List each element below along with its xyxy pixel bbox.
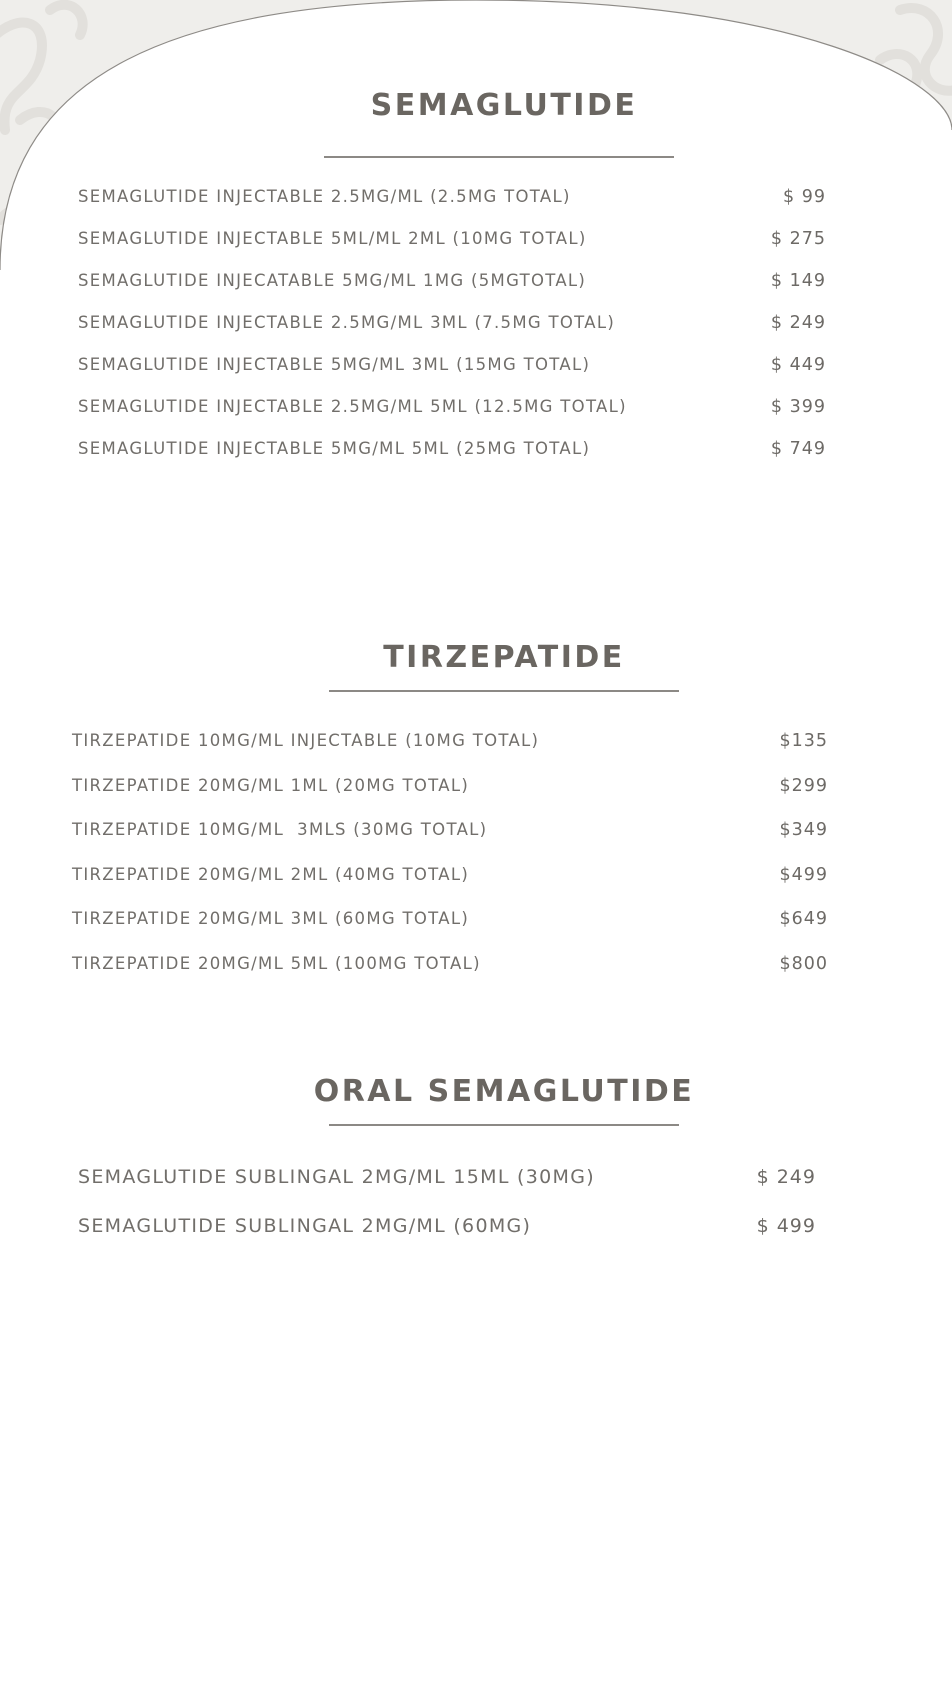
menu-item-row [0, 726, 952, 756]
menu-item-price: $649 [779, 909, 828, 929]
menu-item-name: SEMAGLUTIDE INJECATABLE 5MG/ML 1MG (5MGTOTAL) [78, 271, 587, 290]
menu-item-name: SEMAGLUTIDE INJECTABLE 2.5MG/ML 5ML (12.5MG TOTAL) [78, 397, 627, 416]
menu-item-name: TIRZEPATIDE 10MG/ML 3MLS (30MG TOTAL) [72, 820, 488, 839]
menu-item-name: SEMAGLUTIDE INJECTABLE 2.5MG/ML 3ML (7.5MG TOTAL) [78, 313, 616, 332]
menu-item-row [0, 266, 952, 296]
menu-item-price: $ 249 [770, 313, 826, 333]
menu-item-row [0, 392, 952, 422]
menu-item-name: SEMAGLUTIDE INJECTABLE 5MG/ML 5ML (25MG TOTAL) [78, 439, 591, 458]
menu-item-price: $499 [779, 864, 828, 885]
menu-item-name: TIRZEPATIDE 20MG/ML 5ML (100MG TOTAL) [72, 953, 481, 973]
menu-item-row [0, 224, 952, 254]
menu-item-name: SEMAGLUTIDE SUBLINGAL 2MG/ML (60MG) [78, 1215, 532, 1237]
menu-item-price: $ 99 [783, 187, 826, 207]
menu-item-row [0, 860, 952, 890]
menu-item-price: $ 499 [756, 1215, 816, 1237]
section-divider [324, 156, 674, 158]
section-divider [329, 690, 679, 692]
section-divider [329, 1124, 679, 1126]
menu-item-price: $ 399 [770, 397, 826, 417]
menu-item-name: SEMAGLUTIDE INJECTABLE 5ML/ML 2ML (10MG TOTAL) [78, 229, 587, 248]
menu-item-price: $349 [779, 820, 828, 840]
menu-item-row [0, 1211, 952, 1241]
menu-item-price: $ 149 [770, 271, 826, 291]
menu-item-price: $ 249 [756, 1166, 816, 1188]
menu-item-price: $800 [779, 953, 828, 974]
section-heading-oral-semaglutide: ORAL SEMAGLUTIDE [313, 1074, 695, 1109]
menu-item-name: TIRZEPATIDE 20MG/ML 3ML (60MG TOTAL) [72, 909, 470, 928]
menu-item-price: $ 449 [770, 355, 826, 375]
menu-item-name: TIRZEPATIDE 20MG/ML 2ML (40MG TOTAL) [72, 864, 470, 884]
menu-item-price: $ 749 [770, 439, 826, 459]
menu-item-name: SEMAGLUTIDE INJECTABLE 2.5MG/ML (2.5MG TOTAL) [78, 187, 571, 206]
menu-item-price: $ 275 [770, 229, 826, 249]
menu-item-name: TIRZEPATIDE 20MG/ML 1ML (20MG TOTAL) [72, 775, 470, 795]
menu-item-price: $135 [779, 731, 828, 751]
menu-item-row [0, 308, 952, 338]
menu-item-row [0, 771, 952, 801]
menu-item-name: SEMAGLUTIDE INJECTABLE 5MG/ML 3ML (15MG TOTAL) [78, 355, 591, 374]
section-heading-tirzepatide: TIRZEPATIDE [383, 640, 625, 675]
menu-item-name: SEMAGLUTIDE SUBLINGAL 2MG/ML 15ML (30MG) [78, 1166, 595, 1188]
menu-item-row [0, 1162, 952, 1192]
menu-item-price: $299 [779, 775, 828, 796]
section-heading-semaglutide: SEMAGLUTIDE [370, 88, 638, 123]
menu-item-row [0, 182, 952, 212]
menu-item-row [0, 815, 952, 845]
menu-item-row [0, 949, 952, 979]
menu-item-row [0, 904, 952, 934]
menu-item-row [0, 350, 952, 380]
menu-item-row [0, 434, 952, 464]
menu-item-name: TIRZEPATIDE 10MG/ML INJECTABLE (10MG TOTAL) [72, 731, 540, 750]
